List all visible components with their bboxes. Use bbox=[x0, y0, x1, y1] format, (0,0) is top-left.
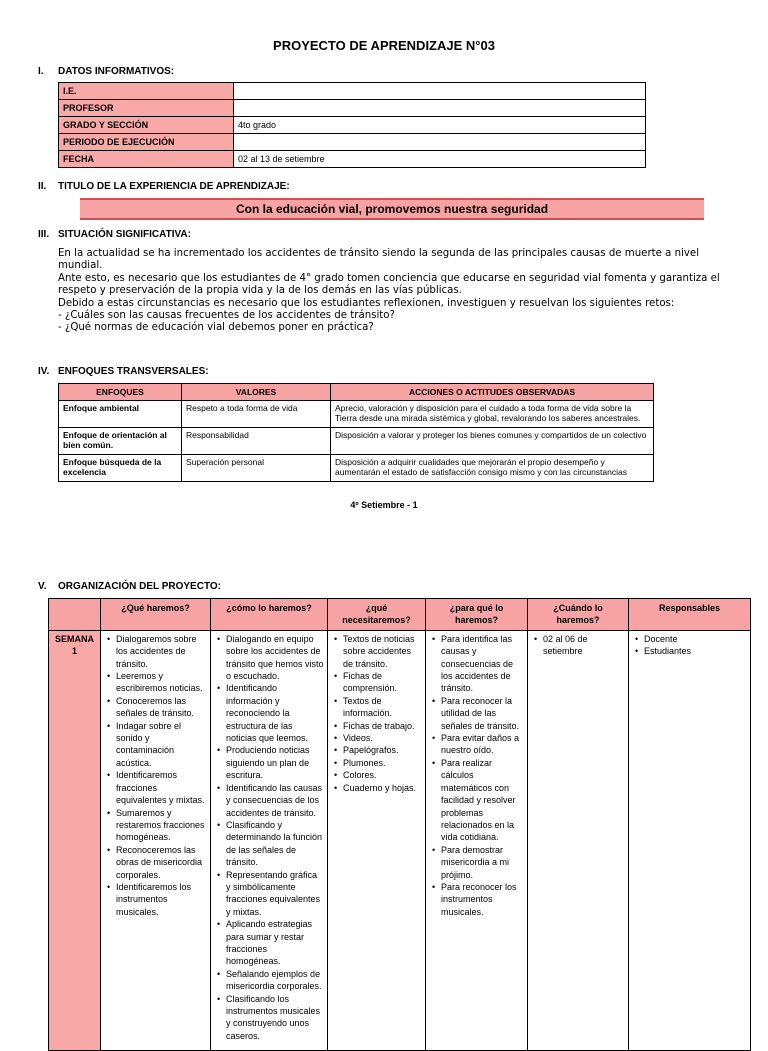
column-header bbox=[49, 599, 101, 631]
experience-title-banner: Con la educación vial, promovemos nuestra seguridad bbox=[80, 198, 704, 220]
list-item: • Papelógrafos. bbox=[343, 744, 422, 756]
list-item: • Clasificando los instrumentos musicales y construyendo unos caseros. bbox=[226, 993, 324, 1043]
list-item: • Para identifica las causas y consecuencias de los accidentes de tránsito. bbox=[441, 633, 524, 695]
list-item: • Identificando información y reconociendo la estructura de las noticias que leemos. bbox=[226, 682, 324, 744]
necesitaremos-cell bbox=[328, 630, 426, 1050]
bullet-list bbox=[429, 633, 524, 918]
list-item: • Textos de noticias sobre accidentes de tránsito. bbox=[343, 633, 422, 670]
list-item: • Docente bbox=[644, 633, 747, 645]
situacion-paragraph: En la actualidad se ha incrementado los accidentes de tránsito siendo la segunda de las principales causas de muerte a nivel mundial. bbox=[58, 248, 700, 272]
table-row bbox=[59, 428, 654, 455]
list-item: • Dialogaremos sobre los accidentes de tránsito. bbox=[116, 633, 207, 670]
list-item: • Estudiantes bbox=[644, 645, 747, 657]
list-item: • Para reconocer los instrumentos musicales. bbox=[441, 881, 524, 918]
accion-cell: Disposición a valorar y proteger los bienes comunes y compartidos de un colectivo bbox=[331, 428, 654, 455]
datos-label: I.E. bbox=[59, 83, 234, 100]
organizacion-table bbox=[48, 598, 751, 1051]
bullet-list bbox=[632, 633, 747, 658]
enfoque-cell: Enfoque de orientación al bien común. bbox=[59, 428, 182, 455]
table-row bbox=[59, 401, 654, 428]
datos-label: GRADO Y SECCIÓN bbox=[59, 117, 234, 134]
list-item: • Videos. bbox=[343, 732, 422, 744]
situacion-question: - ¿Cuáles son las causas frecuentes de los accidentes de tránsito? bbox=[58, 310, 395, 322]
document-title: PROYECTO DE APRENDIZAJE N°03 bbox=[273, 38, 495, 53]
column-header: ¿cómo lo haremos? bbox=[211, 599, 328, 631]
column-header: ENFOQUES bbox=[59, 384, 182, 401]
list-item: • Clasificando y determinando la función de las señales de tránsito. bbox=[226, 819, 324, 869]
week-cell: SEMANA 1 bbox=[49, 630, 101, 1050]
column-header: ¿Qué haremos? bbox=[101, 599, 211, 631]
situacion-text bbox=[58, 248, 722, 335]
enfoque-cell: Enfoque ambiental bbox=[59, 401, 182, 428]
list-item: • Representando gráfica y simbólicamente fracciones equivalentes y mixtas. bbox=[226, 869, 324, 919]
table-row bbox=[59, 134, 646, 151]
list-item: • Aplicando estrategias para sumar y restar fracciones homogéneas. bbox=[226, 918, 324, 968]
column-header: ¿qué necesitaremos? bbox=[328, 599, 426, 631]
datos-label: PROFESOR bbox=[59, 100, 234, 117]
list-item: • Conoceremos las señales de tránsito. bbox=[116, 695, 207, 720]
datos-table bbox=[58, 82, 646, 168]
list-item: • Señalando ejemplos de misericordia corporales. bbox=[226, 968, 324, 993]
section-number: V. bbox=[38, 581, 47, 592]
list-item: • Identificaremos los instrumentos musicales. bbox=[116, 881, 207, 918]
datos-value: 4to grado bbox=[234, 117, 646, 134]
responsables-cell bbox=[629, 630, 751, 1050]
list-item: • Colores. bbox=[343, 769, 422, 781]
page-footer: 4º Setiembre - 1 bbox=[350, 500, 418, 510]
list-item: • Sumaremos y restaremos fracciones homogéneas. bbox=[116, 807, 207, 844]
datos-label: PERIODO DE EJECUCIÓN bbox=[59, 134, 234, 151]
valor-cell: Respeto a toda forma de vida bbox=[182, 401, 331, 428]
list-item: • Produciendo noticias siguiendo un plan de escritura. bbox=[226, 744, 324, 781]
section-number: I. bbox=[38, 66, 44, 77]
list-item: • Plumones. bbox=[343, 757, 422, 769]
table-row bbox=[59, 151, 646, 168]
section-label: SITUACIÓN SIGNIFICATIVA: bbox=[58, 229, 191, 240]
list-item: • Identificando las causas y consecuencias de los accidentes de tránsito. bbox=[226, 782, 324, 819]
list-item: • Cuaderno y hojas. bbox=[343, 782, 422, 794]
list-item: • Para evitar daños a nuestro oído. bbox=[441, 732, 524, 757]
como-cell bbox=[211, 630, 328, 1050]
list-item: • Fichas de comprensión. bbox=[343, 670, 422, 695]
list-item: • Para demostrar misericordia a mi prójimo. bbox=[441, 844, 524, 881]
table-header-row bbox=[49, 599, 751, 631]
section-3-heading bbox=[38, 229, 191, 240]
list-item: • 02 al 06 de setiembre bbox=[543, 633, 625, 658]
list-item: • Dialogando en equipo sobre los accidentes de tránsito que hemos visto o escuchado. bbox=[226, 633, 324, 683]
que-cell bbox=[101, 630, 211, 1050]
section-2-heading bbox=[38, 181, 290, 192]
section-5-heading bbox=[38, 581, 221, 592]
accion-cell: Disposición a adquirir cualidades que mejorarán el propio desempeño y aumentarán el estado de satisfacción consigo mismo y con las circunstancias bbox=[331, 455, 654, 482]
list-item: • Leeremos y escribiremos noticias. bbox=[116, 670, 207, 695]
section-number: IV. bbox=[38, 366, 50, 377]
accion-cell: Aprecio, valoración y disposición para el cuidado a toda forma de vida sobre la Tierra desde una mirada sistémica y global, revalorando los saberes ancestrales. bbox=[331, 401, 654, 428]
datos-value: 02 al 13 de setiembre bbox=[234, 151, 646, 168]
table-row bbox=[49, 630, 751, 1050]
section-4-heading bbox=[38, 366, 209, 377]
column-header: ¿Cuándo lo haremos? bbox=[528, 599, 629, 631]
list-item: • Para realizar cálculos matemáticos con facilidad y resolver problemas relacionados en la vida cotidiana. bbox=[441, 757, 524, 844]
list-item: • Textos de información. bbox=[343, 695, 422, 720]
bullet-list bbox=[214, 633, 324, 1042]
table-row bbox=[59, 117, 646, 134]
situacion-question: - ¿Qué normas de educación vial debemos poner en práctica? bbox=[58, 322, 374, 334]
para-cell bbox=[426, 630, 528, 1050]
column-header: VALORES bbox=[182, 384, 331, 401]
section-label: DATOS INFORMATIVOS: bbox=[58, 66, 175, 77]
section-label: TITULO DE LA EXPERIENCIA DE APRENDIZAJE: bbox=[58, 181, 290, 192]
column-header: ¿para qué lo haremos? bbox=[426, 599, 528, 631]
datos-value bbox=[234, 83, 646, 100]
situacion-paragraph: Debido a estas circunstancias es necesario que los estudiantes reflexionen, investiguen y resuelvan los siguientes retos: bbox=[58, 297, 675, 309]
section-label: ENFOQUES TRANSVERSALES: bbox=[58, 366, 209, 377]
situacion-paragraph: Ante esto, es necesario que los estudiantes de 4° grado tomen conciencia que educarse en seguridad vial fomenta y garantiza el respeto y preservación de la propia vida y la de los demás en las vías públicas. bbox=[58, 272, 720, 297]
table-header-row bbox=[59, 384, 654, 401]
bullet-list bbox=[331, 633, 422, 794]
section-label: ORGANIZACIÓN DEL PROYECTO: bbox=[58, 581, 221, 592]
cuando-cell bbox=[528, 630, 629, 1050]
section-number: II. bbox=[38, 181, 47, 192]
datos-value bbox=[234, 134, 646, 151]
table-row bbox=[59, 100, 646, 117]
list-item: • Para reconocer la utilidad de las señales de tránsito. bbox=[441, 695, 524, 732]
bullet-list bbox=[104, 633, 207, 918]
column-header: Responsables bbox=[629, 599, 751, 631]
datos-label: FECHA bbox=[59, 151, 234, 168]
column-header: ACCIONES O ACTITUDES OBSERVADAS bbox=[331, 384, 654, 401]
list-item: • Reconoceremos las obras de misericordia corporales. bbox=[116, 844, 207, 881]
enfoques-table bbox=[58, 383, 654, 482]
section-number: III. bbox=[38, 229, 50, 240]
bullet-list bbox=[531, 633, 625, 658]
table-row bbox=[59, 455, 654, 482]
section-1-heading bbox=[38, 66, 174, 77]
list-item: • Identificaremos fracciones equivalentes y mixtas. bbox=[116, 769, 207, 806]
table-row bbox=[59, 83, 646, 100]
valor-cell: Superación personal bbox=[182, 455, 331, 482]
valor-cell: Responsabilidad bbox=[182, 428, 331, 455]
list-item: • Indagar sobre el sonido y contaminación acústica. bbox=[116, 720, 207, 770]
datos-value bbox=[234, 100, 646, 117]
list-item: • Fichas de trabajo. bbox=[343, 720, 422, 732]
enfoque-cell: Enfoque búsqueda de la excelencia bbox=[59, 455, 182, 482]
